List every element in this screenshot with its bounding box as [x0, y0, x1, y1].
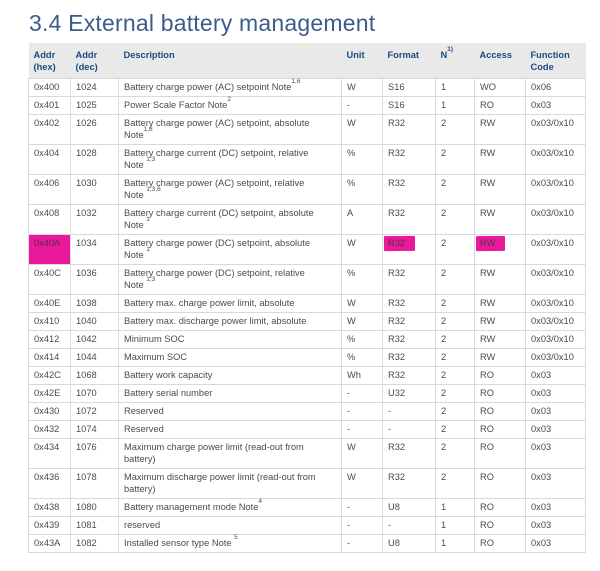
table-row	[29, 175, 586, 205]
description-line: Battery charge current (DC) setpoint, relative	[124, 148, 309, 158]
description-line: Battery charge power (AC) setpoint Note$^{1,6}$	[124, 77, 301, 92]
cell-addr-hex: 0x400	[29, 79, 71, 97]
cell-description	[119, 235, 342, 265]
cell-n: 1	[436, 79, 475, 97]
cell-unit: W	[342, 439, 383, 469]
column-header-description: Description	[119, 43, 342, 79]
cell-description	[119, 469, 342, 499]
cell-addr-hex: 0x402	[29, 115, 71, 145]
cell-description	[119, 535, 342, 553]
cell-n: 2	[436, 349, 475, 367]
table-row	[29, 349, 586, 367]
cell-addr-dec: 1034	[71, 235, 119, 265]
cell-addr-hex: 0x43A	[29, 535, 71, 553]
cell-function-code: 0x03	[526, 421, 586, 439]
cell-function-code: 0x03/0x10	[526, 265, 586, 295]
cell-addr-dec: 1076	[71, 439, 119, 469]
description-line: Reserved	[124, 406, 164, 416]
table-row	[29, 313, 586, 331]
cell-format: U8	[383, 535, 436, 553]
cell-access: RO	[475, 403, 526, 421]
description-line: Note $^{1,3}$	[124, 155, 156, 170]
description-line: Battery charge power (AC) setpoint, absolute	[124, 118, 310, 128]
description-line: Note $^{1,3}$	[124, 275, 156, 290]
cell-addr-dec: 1032	[71, 205, 119, 235]
cell-description	[119, 367, 342, 385]
cell-unit: W	[342, 295, 383, 313]
cell-access: RW	[475, 349, 526, 367]
cell-access: RW	[475, 145, 526, 175]
cell-n: 1	[436, 97, 475, 115]
column-header-n: $N^{1)}$	[436, 43, 475, 79]
cell-format: R32	[383, 295, 436, 313]
cell-access: WO	[475, 79, 526, 97]
cell-unit: W	[342, 115, 383, 145]
cell-n: 2	[436, 235, 475, 265]
cell-description	[119, 79, 342, 97]
cell-n: 1	[436, 499, 475, 517]
cell-function-code: 0x03/0x10	[526, 313, 586, 331]
column-header-format: Format	[383, 43, 436, 79]
cell-description	[119, 205, 342, 235]
cell-addr-dec: 1042	[71, 331, 119, 349]
description-line: Maximum SOC	[124, 352, 188, 362]
cell-addr-dec: 1044	[71, 349, 119, 367]
cell-addr-dec: 1040	[71, 313, 119, 331]
description-line: Battery management mode Note$^4$	[124, 497, 262, 512]
cell-n: 2	[436, 175, 475, 205]
cell-description	[119, 265, 342, 295]
cell-n: 1	[436, 535, 475, 553]
cell-format: R32	[383, 145, 436, 175]
cell-addr-hex: 0x40C	[29, 265, 71, 295]
cell-n: 2	[436, 439, 475, 469]
cell-function-code: 0x03	[526, 499, 586, 517]
cell-unit: -	[342, 499, 383, 517]
cell-n: 2	[436, 205, 475, 235]
cell-addr-hex: 0x412	[29, 331, 71, 349]
cell-access: RO	[475, 499, 526, 517]
cell-addr-hex: 0x439	[29, 517, 71, 535]
table-row	[29, 499, 586, 517]
cell-description	[119, 115, 342, 145]
cell-description	[119, 145, 342, 175]
cell-unit: -	[342, 421, 383, 439]
cell-addr-hex: 0x432	[29, 421, 71, 439]
cell-access: RW	[475, 313, 526, 331]
description-line: reserved	[124, 520, 161, 530]
table-row	[29, 421, 586, 439]
cell-addr-hex: 0x438	[29, 499, 71, 517]
cell-access: RW	[475, 175, 526, 205]
cell-description	[119, 331, 342, 349]
table-row	[29, 265, 586, 295]
cell-function-code: 0x03/0x10	[526, 235, 586, 265]
cell-unit: -	[342, 403, 383, 421]
cell-addr-dec: 1038	[71, 295, 119, 313]
page-title: 3.4 External battery management	[29, 10, 376, 36]
cell-function-code: 0x06	[526, 79, 586, 97]
description-line: Battery work capacity	[124, 370, 213, 380]
cell-n: 2	[436, 331, 475, 349]
cell-description	[119, 349, 342, 367]
table-header-row	[29, 43, 586, 79]
cell-format: R32	[383, 175, 436, 205]
table-row	[29, 205, 586, 235]
description-line: Battery serial number	[124, 388, 213, 398]
cell-addr-hex: 0x410	[29, 313, 71, 331]
highlight-marker: RW	[476, 236, 505, 251]
description-line: Note $^{1,3,6}$	[124, 185, 161, 200]
description-line: Battery max. charge power limit, absolute	[124, 298, 295, 308]
cell-format	[383, 235, 436, 265]
description-line: Note $^1$	[124, 245, 150, 260]
cell-addr-hex: 0x40A	[29, 235, 71, 265]
cell-addr-dec: 1036	[71, 265, 119, 295]
cell-addr-hex: 0x430	[29, 403, 71, 421]
cell-addr-hex: 0x42C	[29, 367, 71, 385]
cell-unit: %	[342, 145, 383, 175]
cell-function-code: 0x03	[526, 469, 586, 499]
cell-description	[119, 517, 342, 535]
cell-access: RO	[475, 469, 526, 499]
cell-unit: Wh	[342, 367, 383, 385]
cell-description	[119, 175, 342, 205]
cell-addr-dec: 1074	[71, 421, 119, 439]
cell-description	[119, 403, 342, 421]
cell-format: U32	[383, 385, 436, 403]
cell-n: 2	[436, 403, 475, 421]
description-line: Battery charge power (AC) setpoint, relative	[124, 178, 305, 188]
cell-n: 2	[436, 265, 475, 295]
cell-function-code: 0x03/0x10	[526, 145, 586, 175]
table-row	[29, 469, 586, 499]
table-row	[29, 535, 586, 553]
cell-unit: -	[342, 517, 383, 535]
table-row	[29, 403, 586, 421]
cell-n: 2	[436, 469, 475, 499]
cell-addr-dec: 1070	[71, 385, 119, 403]
cell-addr-hex: 0x406	[29, 175, 71, 205]
cell-unit: %	[342, 331, 383, 349]
cell-unit: -	[342, 97, 383, 115]
cell-format: R32	[383, 367, 436, 385]
cell-addr-hex: 0x404	[29, 145, 71, 175]
cell-format: R32	[383, 439, 436, 469]
column-header-addr-dec: Addr (dec)	[71, 43, 119, 79]
table-row	[29, 385, 586, 403]
cell-function-code: 0x03/0x10	[526, 115, 586, 145]
table-row	[29, 517, 586, 535]
cell-access: RO	[475, 439, 526, 469]
table-row	[29, 439, 586, 469]
cell-addr-dec: 1078	[71, 469, 119, 499]
cell-format: R32	[383, 331, 436, 349]
cell-function-code: 0x03	[526, 97, 586, 115]
cell-function-code: 0x03	[526, 385, 586, 403]
cell-format: U8	[383, 499, 436, 517]
cell-addr-hex: 0x42E	[29, 385, 71, 403]
cell-access: RW	[475, 295, 526, 313]
cell-addr-dec: 1080	[71, 499, 119, 517]
description-line: Installed sensor type Note $^5$	[124, 533, 238, 548]
table-row	[29, 367, 586, 385]
cell-access: RO	[475, 421, 526, 439]
cell-function-code: 0x03	[526, 403, 586, 421]
cell-n: 2	[436, 367, 475, 385]
cell-description	[119, 97, 342, 115]
cell-format: R32	[383, 205, 436, 235]
cell-addr-hex: 0x434	[29, 439, 71, 469]
cell-addr-dec: 1028	[71, 145, 119, 175]
cell-access: RO	[475, 367, 526, 385]
description-line: Battery max. discharge power limit, absolute	[124, 316, 307, 326]
table-row	[29, 235, 586, 265]
cell-format: S16	[383, 97, 436, 115]
cell-function-code: 0x03	[526, 535, 586, 553]
cell-unit: W	[342, 235, 383, 265]
cell-addr-dec: 1025	[71, 97, 119, 115]
cell-description	[119, 439, 342, 469]
description-line: Battery charge power (DC) setpoint, relative	[124, 268, 305, 278]
cell-addr-dec: 1081	[71, 517, 119, 535]
cell-description	[119, 499, 342, 517]
cell-unit: %	[342, 265, 383, 295]
cell-description	[119, 385, 342, 403]
cell-unit: -	[342, 535, 383, 553]
column-header-addr-hex: Addr (hex)	[29, 43, 71, 79]
cell-access: RO	[475, 97, 526, 115]
cell-addr-dec: 1030	[71, 175, 119, 205]
cell-unit: W	[342, 313, 383, 331]
cell-format: R32	[383, 115, 436, 145]
description-line: Reserved	[124, 424, 164, 434]
column-header-access: Access	[475, 43, 526, 79]
cell-addr-dec: 1024	[71, 79, 119, 97]
cell-access: RW	[475, 205, 526, 235]
cell-unit: -	[342, 385, 383, 403]
table-row	[29, 115, 586, 145]
cell-format: R32	[383, 349, 436, 367]
cell-addr-hex: 0x436	[29, 469, 71, 499]
cell-access	[475, 235, 526, 265]
cell-function-code: 0x03/0x10	[526, 175, 586, 205]
cell-function-code: 0x03	[526, 367, 586, 385]
cell-access: RW	[475, 115, 526, 145]
cell-n: 1	[436, 517, 475, 535]
cell-addr-hex: 0x401	[29, 97, 71, 115]
cell-addr-hex: 0x408	[29, 205, 71, 235]
table-row	[29, 331, 586, 349]
table-row	[29, 295, 586, 313]
cell-unit: %	[342, 349, 383, 367]
cell-description	[119, 421, 342, 439]
cell-access: RO	[475, 535, 526, 553]
description-line: battery)	[124, 484, 156, 494]
cell-addr-dec: 1082	[71, 535, 119, 553]
description-line: Note $^1$	[124, 215, 150, 230]
cell-format: S16	[383, 79, 436, 97]
cell-n: 2	[436, 295, 475, 313]
cell-n: 2	[436, 115, 475, 145]
description-line: Note$^{1,6}$	[124, 125, 153, 140]
cell-format: -	[383, 517, 436, 535]
cell-function-code: 0x03/0x10	[526, 349, 586, 367]
cell-access: RO	[475, 385, 526, 403]
cell-addr-dec: 1072	[71, 403, 119, 421]
cell-unit: %	[342, 175, 383, 205]
cell-n: 2	[436, 385, 475, 403]
description-line: battery)	[124, 454, 156, 464]
description-line: Maximum charge power limit (read-out from	[124, 442, 304, 452]
table-body	[29, 79, 586, 553]
description-line: Maximum discharge power limit (read-out from	[124, 472, 316, 482]
cell-format: -	[383, 421, 436, 439]
description-line: Battery charge current (DC) setpoint, absolute	[124, 208, 314, 218]
description-line: Battery charge power (DC) setpoint, absolute	[124, 238, 311, 248]
cell-format: R32	[383, 469, 436, 499]
column-header-function-code: Function Code	[526, 43, 586, 79]
cell-access: RW	[475, 265, 526, 295]
table-row	[29, 79, 586, 97]
cell-addr-dec: 1068	[71, 367, 119, 385]
cell-unit: A	[342, 205, 383, 235]
cell-n: 2	[436, 421, 475, 439]
description-line: Minimum SOC	[124, 334, 185, 344]
cell-addr-dec: 1026	[71, 115, 119, 145]
cell-n: 2	[436, 145, 475, 175]
cell-n: 2	[436, 313, 475, 331]
column-header-unit: Unit	[342, 43, 383, 79]
cell-addr-hex: 0x414	[29, 349, 71, 367]
cell-description	[119, 295, 342, 313]
cell-format: R32	[383, 265, 436, 295]
cell-unit: W	[342, 469, 383, 499]
cell-format: -	[383, 403, 436, 421]
highlight-marker: R32	[384, 236, 415, 251]
cell-access: RO	[475, 517, 526, 535]
table-row	[29, 97, 586, 115]
cell-access: RW	[475, 331, 526, 349]
cell-unit: W	[342, 79, 383, 97]
cell-description	[119, 313, 342, 331]
table-row	[29, 145, 586, 175]
description-line: Power Scale Factor Note$^2$	[124, 95, 231, 110]
cell-function-code: 0x03/0x10	[526, 295, 586, 313]
cell-addr-hex: 0x40E	[29, 295, 71, 313]
cell-function-code: 0x03	[526, 517, 586, 535]
cell-function-code: 0x03/0x10	[526, 205, 586, 235]
cell-format: R32	[383, 313, 436, 331]
register-table	[28, 43, 586, 553]
cell-function-code: 0x03	[526, 439, 586, 469]
cell-function-code: 0x03/0x10	[526, 331, 586, 349]
